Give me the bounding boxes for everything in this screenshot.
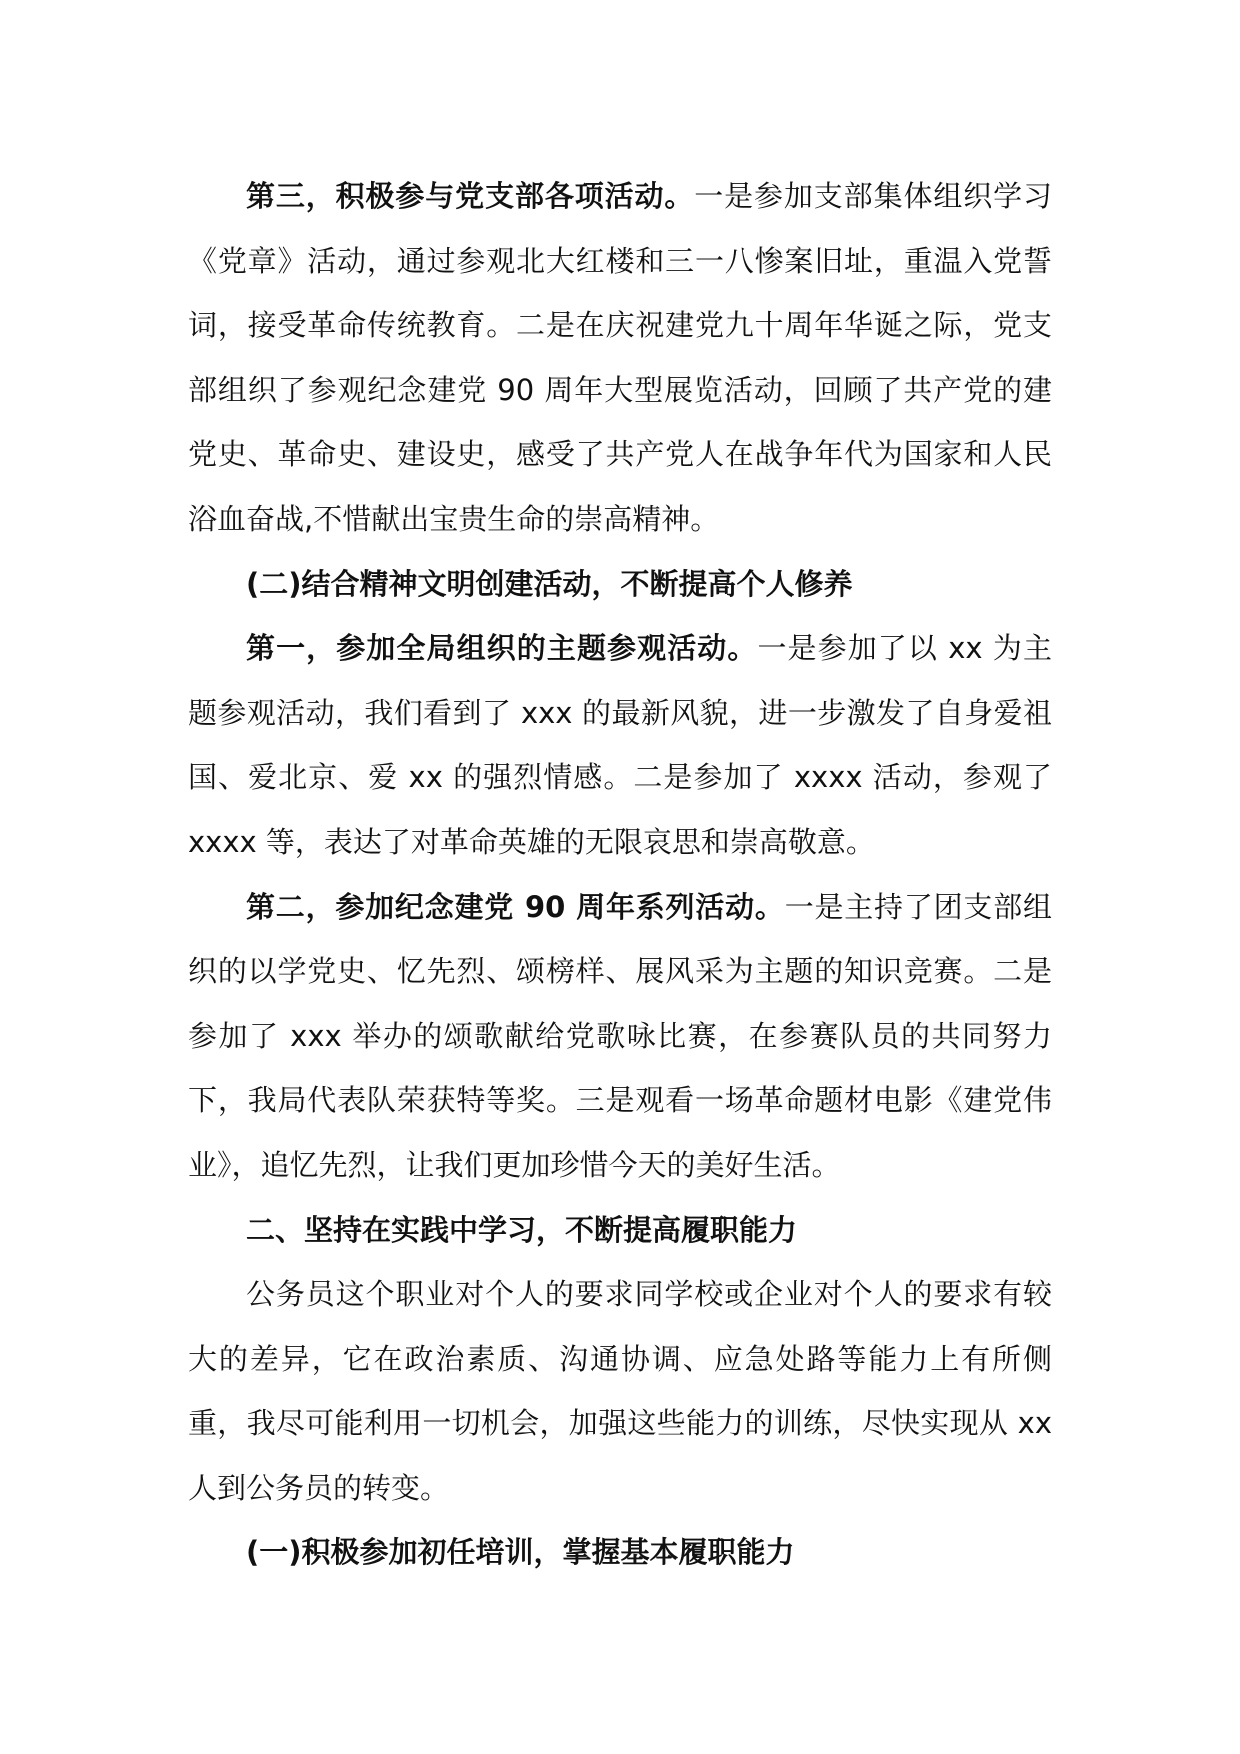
paragraph-party-branch-activities (188, 164, 1052, 552)
paragraph-text: 一是主持了团支部组织的以学党史、忆先烈、颂榜样、展风采为主题的知识竞赛。二是参加了 xxx 举办的颂歌献给党歌咏比赛，在参赛队员的共同努力下，我局代表队荣获特等奖。三是观看一场革命题材电影《建党伟业》，追忆先烈，让我们更加珍惜今天的美好生活。 (188, 889, 1052, 1182)
paragraph-text: 一是参加了以 xx 为主题参观活动，我们看到了 xxx 的最新风貌，进一步激发了自身爱祖国、爱北京、爱 xx 的强烈情感。二是参加了 xxxx 活动，参观了 xxxx 等，表达了对革命英雄的无限哀思和崇高敬意。 (188, 631, 1052, 859)
paragraph-civil-servant (188, 1262, 1052, 1520)
section-heading-practice: 二、坚持在实践中学习，不断提高履职能力 (246, 1212, 798, 1247)
section-heading-training: (一)积极参加初任培训，掌握基本履职能力 (246, 1535, 795, 1570)
paragraph-anniversary-activities (188, 875, 1052, 1198)
paragraph-lead: 第一，参加全局组织的主题参观活动。 (246, 631, 758, 666)
paragraph-lead: 第二，参加纪念建党 90 周年系列活动。 (246, 889, 785, 924)
paragraph-text: 公务员这个职业对个人的要求同学校或企业对个人的要求有较大的差异，它在政治素质、沟通协调、应急处路等能力上有所侧重，我尽可能利用一切机会，加强这些能力的训练，尽快实现从 xx 人到公务员的转变。 (188, 1277, 1052, 1505)
document-body (188, 164, 1052, 1585)
paragraph-lead: 第三，积极参与党支部各项活动。 (246, 179, 695, 213)
paragraph-text: 一是参加支部集体组织学习《党章》活动，通过参观北大红楼和三一八惨案旧址，重温入党誓词，接受革命传统教育。二是在庆祝建党九十周年华诞之际，党支部组织了参观纪念建党 90 周年大型展览活动，回顾了共产党的建党史、革命史、建设史，感受了共产党人在战争年代为国家和人民浴血奋战,不惜献出宝贵生命的崇高精神。 (188, 179, 1052, 536)
paragraph-theme-visit (188, 616, 1052, 874)
section-heading-civilization: (二)结合精神文明创建活动，不断提高个人修养 (246, 566, 853, 601)
